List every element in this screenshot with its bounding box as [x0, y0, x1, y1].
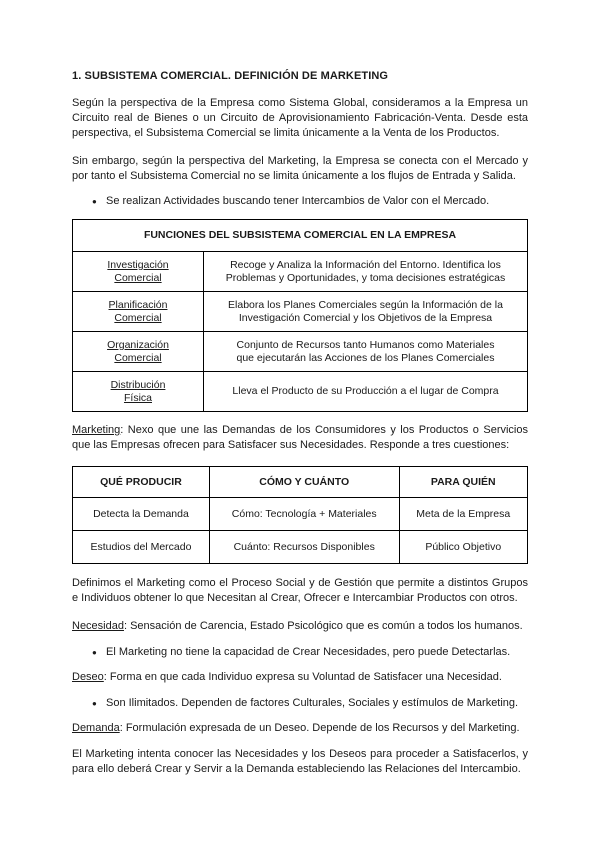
paragraph-marketing-def: Marketing: Nexo que une las Demandas de los Consumidores y los Productos o Servicios que las Empresas ofrecen para Satisfacer sus Necesidades. Responde a tres cuestiones:	[72, 424, 528, 451]
table-row	[73, 332, 528, 372]
bullet-actividades: ● Se realizan Actividades buscando tener Intercambios de Valor con el Mercado.	[94, 194, 528, 209]
term-demanda: Demanda	[72, 722, 120, 734]
paragraph-perspectiva-marketing: Sin embargo, según la perspectiva del Marketing, la Empresa se conecta con el Mercado y por tanto el Subsistema Comercial no se limita únicamente a los flujos de Entrada y Salida.	[72, 155, 528, 182]
cuestiones-header-row	[73, 467, 528, 498]
term-marketing: Marketing	[72, 424, 121, 436]
table-row	[73, 252, 528, 292]
table-row	[73, 531, 528, 564]
paragraph-deseo: Deseo: Forma en que cada Individuo expresa su Voluntad de Satisfacer una Necesidad.	[72, 671, 502, 683]
funcion-desc: Elabora los Planes Comerciales según la Información de la Investigación Comercial y los Objetivos de la Empresa	[204, 292, 528, 332]
header-para-quien: PARA QUIÉN	[399, 467, 528, 498]
bullet-list-2	[72, 645, 528, 660]
table-row	[73, 292, 528, 332]
bullet-necesidades: ● El Marketing no tiene la capacidad de Crear Necesidades, pero puede Detectarlas.	[94, 645, 528, 660]
funcion-term: Distribución Física	[73, 372, 204, 412]
table-cell: Cuánto: Recursos Disponibles	[209, 531, 399, 564]
funcion-desc: Recoge y Analiza la Información del Entorno. Identifica los Problemas y Oportunidades, y toma decisiones estratégicas	[204, 252, 528, 292]
table-row	[73, 498, 528, 531]
bullet-ilimitados: ● Son Ilimitados. Dependen de factores Culturales, Sociales y estímulos de Marketing.	[94, 696, 528, 711]
funcion-term: Investigación Comercial	[73, 252, 204, 292]
table-cell: Estudios del Mercado	[73, 531, 210, 564]
bullet-list-1	[72, 194, 528, 209]
funcion-term: Planificación Comercial	[73, 292, 204, 332]
funciones-header-row	[73, 220, 528, 252]
table-row	[73, 372, 528, 412]
funciones-header: FUNCIONES DEL SUBSISTEMA COMERCIAL EN LA EMPRESA	[73, 220, 528, 252]
table-cell: Meta de la Empresa	[399, 498, 528, 531]
header-que-producir: QUÉ PRODUCIR	[73, 467, 210, 498]
term-necesidad: Necesidad	[72, 620, 124, 632]
table-cell: Detecta la Demanda	[73, 498, 210, 531]
paragraph-marketing-intenta: El Marketing intenta conocer las Necesidades y los Deseos para proceder a Satisfacerlos, y para ello deberá Crear y Servir a la Demanda estableciendo las Relaciones del Intercambio.	[72, 748, 528, 775]
header-como-cuanto: CÓMO Y CUÁNTO	[209, 467, 399, 498]
cuestiones-table	[72, 466, 528, 564]
section-title: 1. SUBSISTEMA COMERCIAL. DEFINICIÓN DE MARKETING	[72, 70, 389, 82]
document-page	[72, 70, 528, 790]
funcion-term: Organización Comercial	[73, 332, 204, 372]
table-cell: Público Objetivo	[399, 531, 528, 564]
paragraph-necesidad: Necesidad: Sensación de Carencia, Estado Psicológico que es común a todos los humanos.	[72, 620, 523, 632]
bullet-list-3	[72, 696, 528, 711]
term-deseo: Deseo	[72, 671, 104, 683]
funciones-table	[72, 219, 528, 412]
table-cell: Cómo: Tecnología + Materiales	[209, 498, 399, 531]
funcion-desc: Lleva el Producto de su Producción a el lugar de Compra	[204, 372, 528, 412]
paragraph-marketing-proceso: Definimos el Marketing como el Proceso Social y de Gestión que permite a distintos Grupos e Individuos obtener lo que Necesitan al Crear, Ofrecer e Intercambiar Productos con otros.	[72, 577, 528, 604]
paragraph-demanda: Demanda: Formulación expresada de un Deseo. Depende de los Recursos y del Marketing.	[72, 722, 520, 734]
paragraph-empresa-global: Según la perspectiva de la Empresa como Sistema Global, consideramos a la Empresa un Circuito real de Bienes o un Circuito de Aprovisionamiento Fabricación-Venta. Desde esta perspectiva, el Subsistema Comercial se limita únicamente a la Venta de los Productos.	[72, 97, 528, 139]
funcion-desc: Conjunto de Recursos tanto Humanos como Materiales que ejecutarán las Acciones de los Planes Comerciales	[204, 332, 528, 372]
